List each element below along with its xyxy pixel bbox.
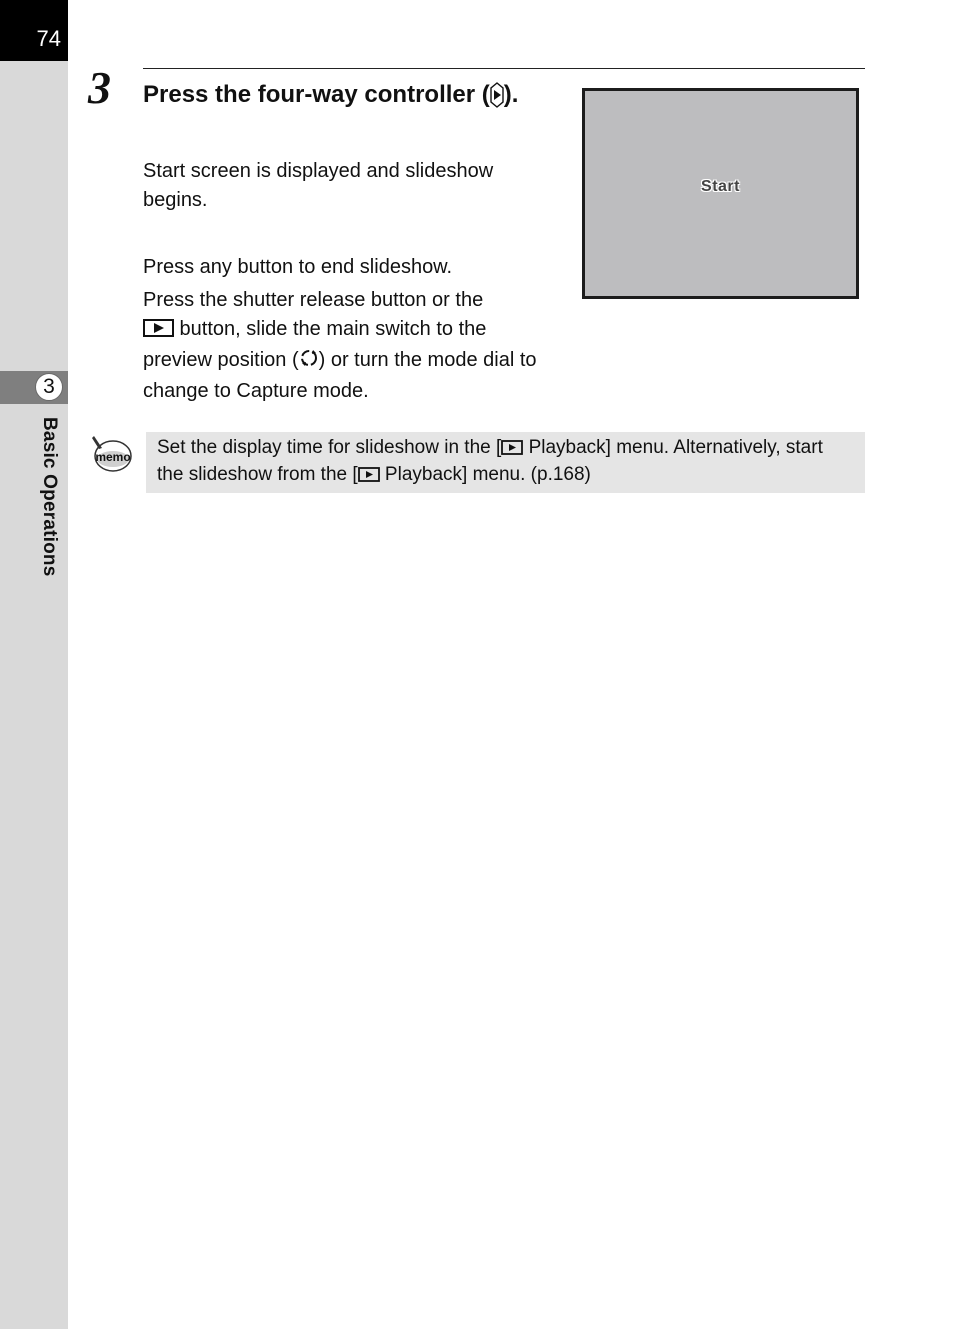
playback-button-icon [143,317,174,346]
return-text-part1: Press the shutter release button or the [143,289,484,311]
camera-screen-preview [582,88,859,299]
step-title-suffix: ). [503,81,519,108]
preview-position-icon [299,348,319,377]
step-description: Start screen is displayed and slideshow begins. [143,160,494,211]
side-strip [0,0,68,1329]
chapter-number-badge: 3 [35,373,63,401]
memo-text-part1: Set the display time for slideshow in the [ [157,437,502,458]
memo-note [146,432,865,493]
return-text-part3: ) or turn the mode dial to change to Capture mode. [143,349,537,402]
playback-menu-icon [358,464,380,489]
return-text-part2: button, slide the main switch to the preview position ( [143,318,487,371]
step-title-prefix: Press the four-way controller ( [143,81,490,108]
four-way-controller-right-icon [490,82,504,117]
screen-start-label: Start [701,178,740,195]
step-number: 3 [88,62,111,113]
page-number: 74 [36,26,61,51]
memo-icon [88,434,132,479]
memo-text-part2: Playback] menu. Alternatively, start the slideshow from the [ [157,437,823,485]
playback-menu-icon [501,437,523,462]
step-title [143,79,543,117]
section-divider [143,68,865,69]
end-slideshow-text: Press any button to end slideshow. [143,256,453,278]
return-to-capture-text [143,286,543,406]
chapter-title: Basic Operations [39,417,60,577]
memo-icon-text: memo [95,450,131,464]
memo-text-part3: Playback] menu. (p.168) [379,464,591,485]
